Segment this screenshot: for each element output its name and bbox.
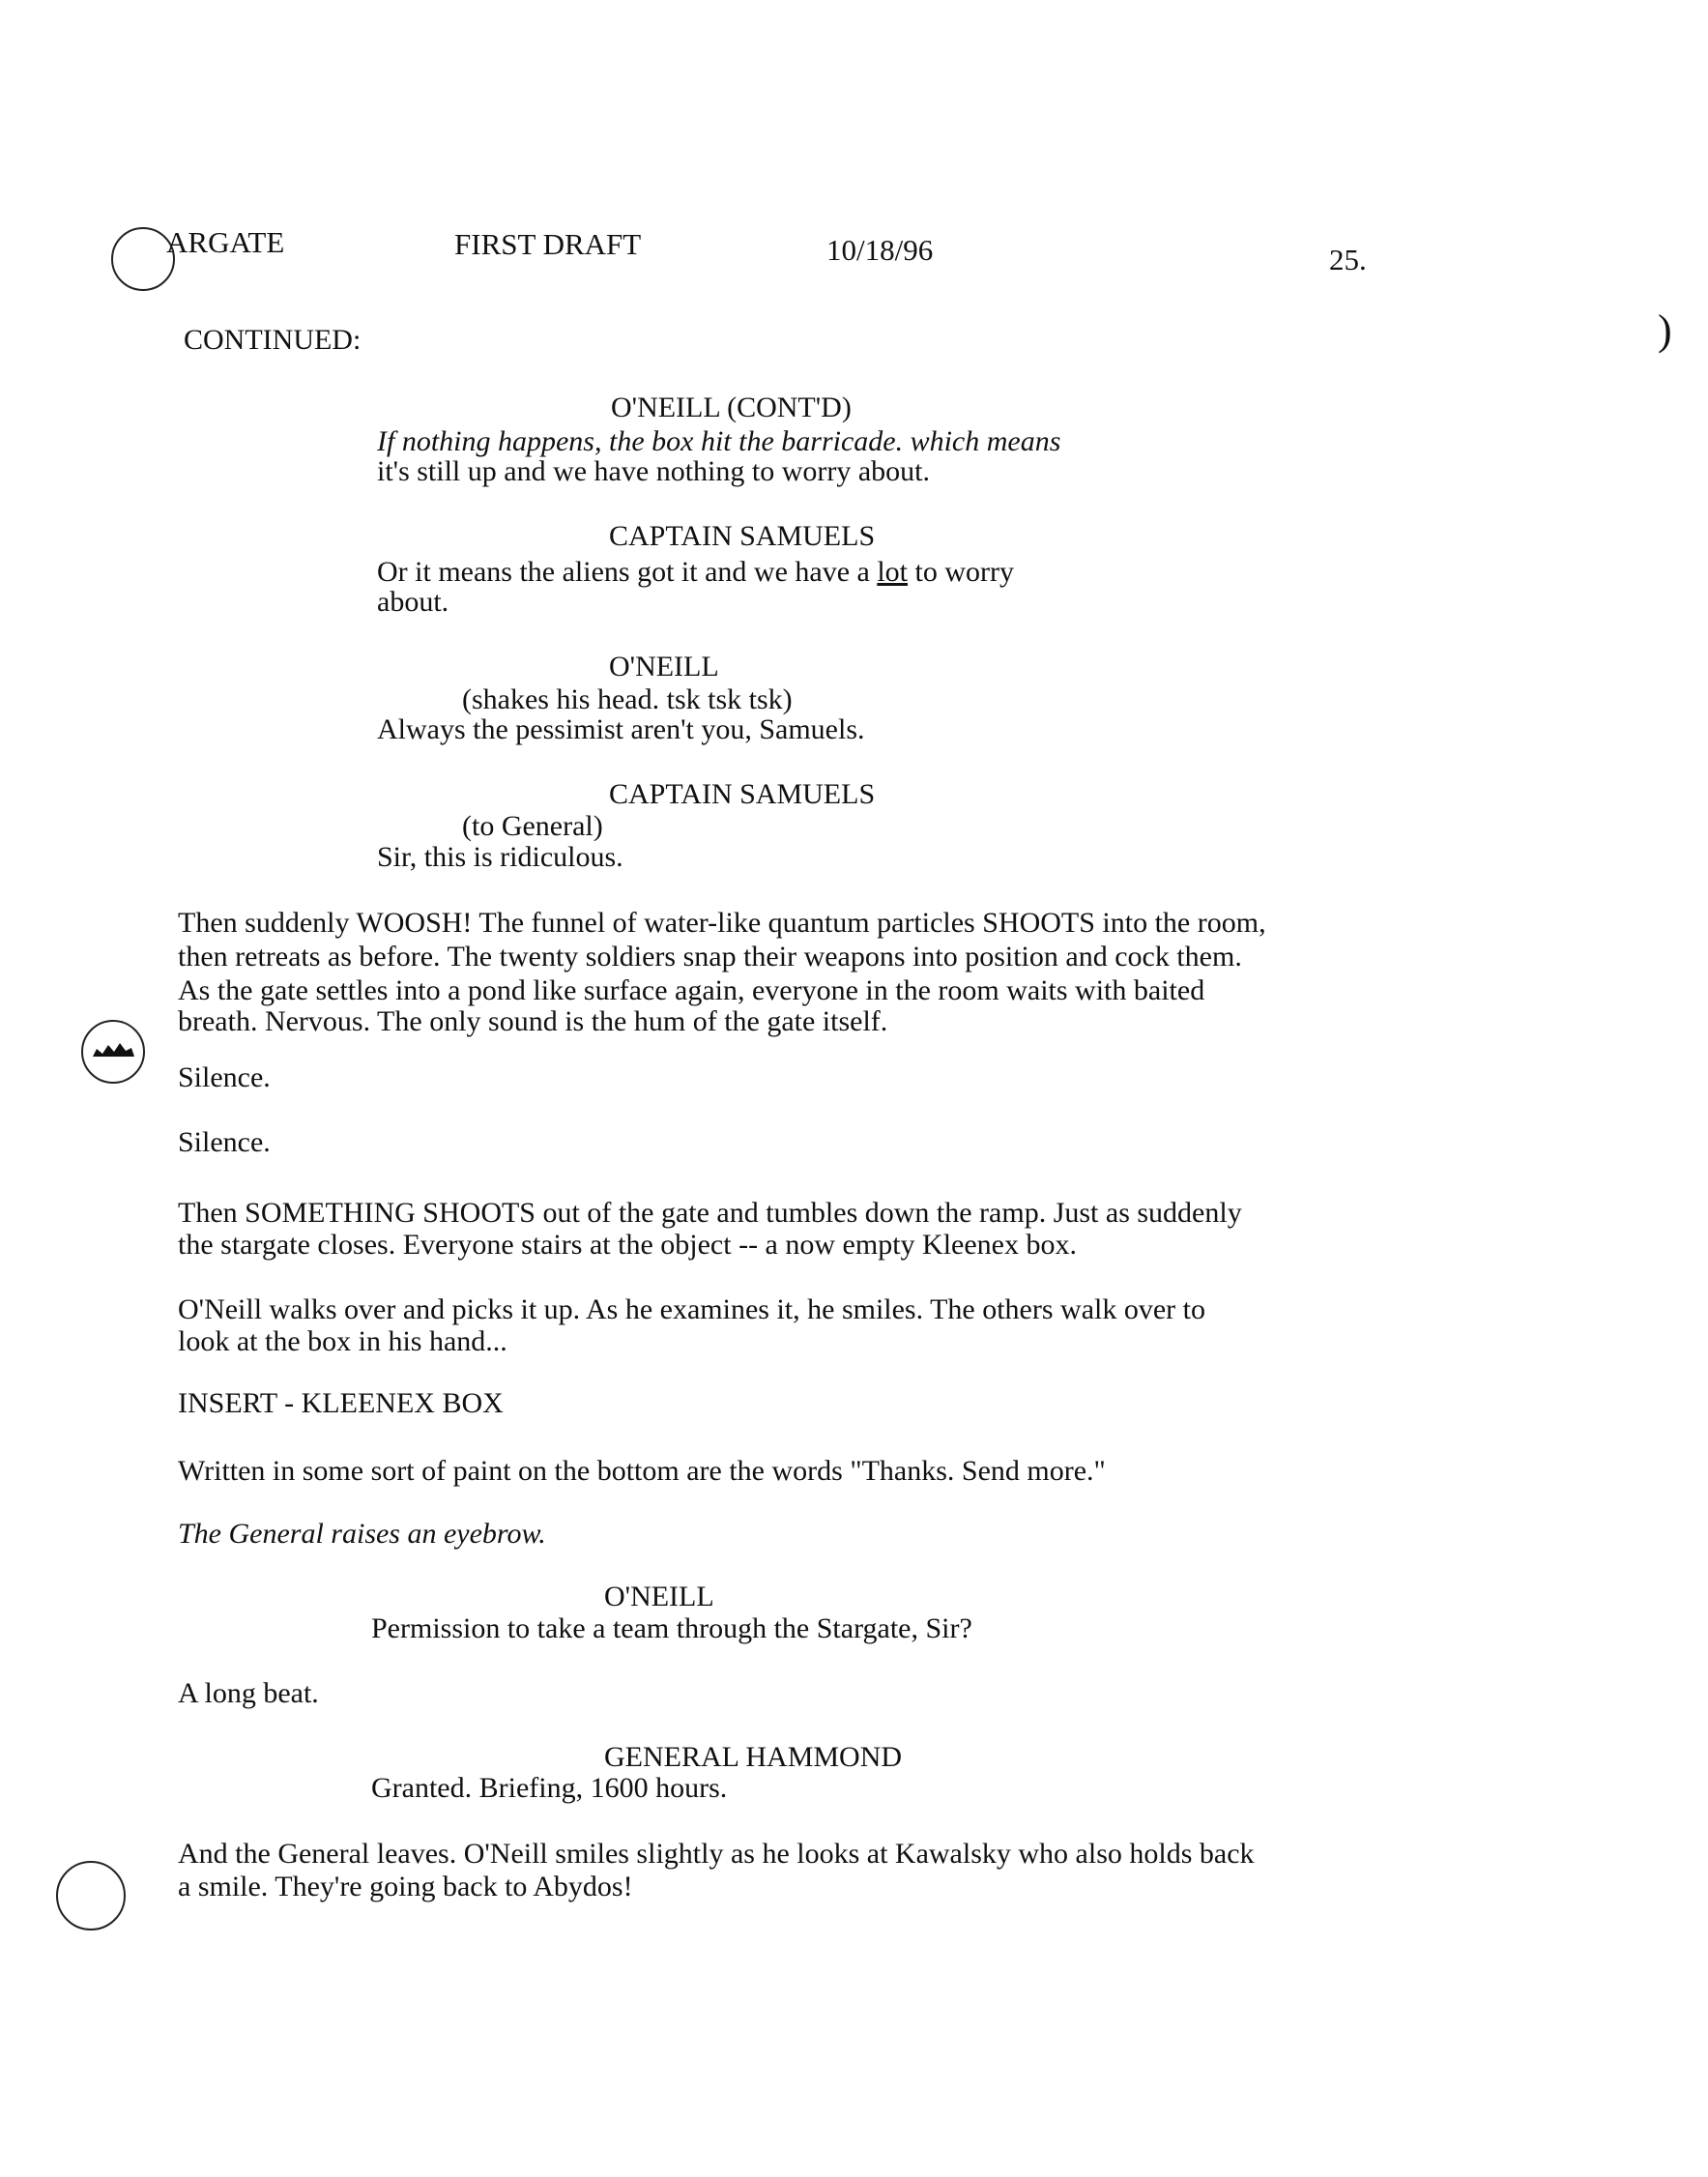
action-line: breath. Nervous. The only sound is the hum of the gate itself.	[178, 1005, 888, 1037]
dialogue-emphasis: lot	[877, 556, 909, 588]
insert-heading: INSERT - KLEENEX BOX	[178, 1387, 504, 1419]
continued-label: CONTINUED:	[184, 324, 362, 356]
dialogue-line: it's still up and we have nothing to worry about.	[377, 455, 930, 487]
dialogue-line: about.	[377, 586, 449, 618]
action-line: A long beat.	[178, 1677, 319, 1709]
action-line: The General raises an eyebrow.	[178, 1518, 546, 1550]
page-number: 25.	[1329, 243, 1367, 276]
draft-label: FIRST DRAFT	[454, 227, 642, 261]
character-name: O'NEILL	[609, 651, 719, 682]
action-line: Silence.	[178, 1061, 271, 1093]
action-line: Written in some sort of paint on the bottom are the words "Thanks. Send more."	[178, 1455, 1106, 1487]
draft-date: 10/18/96	[826, 233, 934, 267]
hole-punch-middle	[81, 1020, 145, 1084]
margin-bracket-mark: )	[1658, 306, 1672, 354]
character-name: GENERAL HAMMOND	[604, 1741, 903, 1773]
dialogue-line	[377, 558, 1014, 587]
character-name: O'NEILL (CONT'D)	[611, 392, 852, 423]
action-line: Then suddenly WOOSH! The funnel of water-like quantum particles SHOOTS into the room,	[178, 907, 1266, 939]
dialogue-text: Or it means the aliens got it and we have a	[377, 556, 878, 588]
shadow-mark-icon	[83, 1022, 143, 1082]
character-name: CAPTAIN SAMUELS	[609, 520, 876, 552]
character-name: CAPTAIN SAMUELS	[609, 778, 876, 810]
action-line: the stargate closes. Everyone stairs at the object -- a now empty Kleenex box.	[178, 1229, 1077, 1261]
action-line: Silence.	[178, 1126, 271, 1158]
action-line: Then SOMETHING SHOOTS out of the gate and tumbles down the ramp. Just as suddenly	[178, 1197, 1242, 1229]
action-line: And the General leaves. O'Neill smiles slightly as he looks at Kawalsky who also holds back	[178, 1838, 1255, 1870]
action-line: As the gate settles into a pond like surface again, everyone in the room waits with baited	[178, 974, 1205, 1006]
parenthetical: (shakes his head. tsk tsk tsk)	[462, 683, 793, 715]
action-line: then retreats as before. The twenty soldiers snap their weapons into position and cock them.	[178, 941, 1242, 972]
hole-punch-bottom	[56, 1861, 126, 1930]
dialogue-line: Always the pessimist aren't you, Samuels.	[377, 713, 865, 745]
dialogue-line: If nothing happens, the box hit the barricade. which means	[377, 425, 1061, 457]
dialogue-line: Sir, this is ridiculous.	[377, 841, 623, 873]
dialogue-line: Granted. Briefing, 1600 hours.	[371, 1772, 728, 1804]
dialogue-line: Permission to take a team through the Stargate, Sir?	[371, 1612, 972, 1644]
action-line: a smile. They're going back to Abydos!	[178, 1871, 633, 1902]
character-name: O'NEILL	[604, 1581, 714, 1612]
dialogue-text: to worry	[908, 556, 1014, 588]
script-title: ARGATE	[166, 225, 285, 259]
parenthetical: (to General)	[462, 810, 603, 842]
action-line: O'Neill walks over and picks it up. As he examines it, he smiles. The others walk over to	[178, 1293, 1205, 1325]
action-line: look at the box in his hand...	[178, 1325, 507, 1357]
